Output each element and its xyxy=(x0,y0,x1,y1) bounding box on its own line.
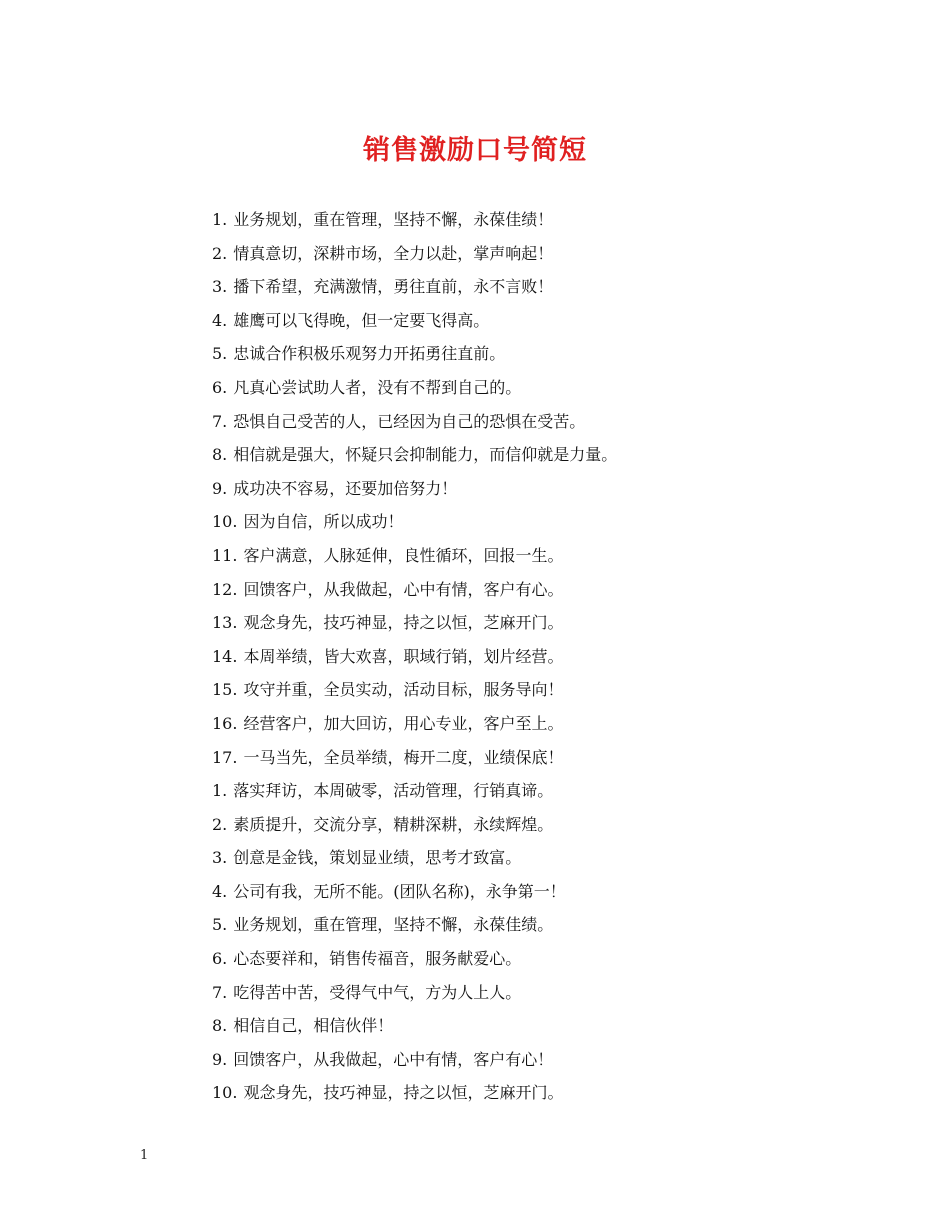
item-number: 4. xyxy=(212,881,228,901)
list-item xyxy=(212,711,617,745)
item-number: 3. xyxy=(212,848,228,868)
item-number: 2. xyxy=(212,814,228,834)
list-item xyxy=(212,375,617,409)
item-number: 13. xyxy=(212,613,238,633)
list-item xyxy=(212,879,617,913)
item-number: 11. xyxy=(212,545,238,565)
item-number: 10. xyxy=(212,1083,238,1103)
list-item xyxy=(212,644,617,678)
item-text: 成功决不容易，还要加倍努力！ xyxy=(233,478,458,498)
item-text: 公司有我，无所不能。(团队名称)，永争第一！ xyxy=(233,881,566,901)
list-item xyxy=(212,207,617,241)
item-text: 回馈客户，从我做起，心中有情，客户有心！ xyxy=(233,1049,554,1069)
item-number: 14. xyxy=(212,646,238,666)
item-number: 10. xyxy=(212,512,238,532)
list-item xyxy=(212,274,617,308)
item-number: 2. xyxy=(212,243,228,263)
list-item xyxy=(212,1080,617,1114)
item-text: 回馈客户，从我做起，心中有情，客户有心。 xyxy=(243,579,564,599)
list-item xyxy=(212,980,617,1014)
item-text: 相信就是强大，怀疑只会抑制能力，而信仰就是力量。 xyxy=(233,445,618,465)
list-item xyxy=(212,946,617,980)
item-text: 观念身先，技巧神显，持之以恒，芝麻开门。 xyxy=(243,613,564,633)
list-item xyxy=(212,341,617,375)
item-number: 17. xyxy=(212,747,238,767)
item-number: 7. xyxy=(212,411,228,431)
item-text: 一马当先，全员举绩，梅开二度，业绩保底！ xyxy=(243,747,564,767)
list-item xyxy=(212,577,617,611)
item-number: 12. xyxy=(212,579,238,599)
list-item xyxy=(212,610,617,644)
list-item xyxy=(212,409,617,443)
list-item xyxy=(212,509,617,543)
item-number: 1. xyxy=(212,781,228,801)
item-text: 情真意切，深耕市场，全力以赴，掌声响起！ xyxy=(233,243,554,263)
list-item xyxy=(212,442,617,476)
item-number: 1. xyxy=(212,210,228,229)
item-text: 业务规划，重在管理，坚持不懈，永葆佳绩。 xyxy=(233,915,554,935)
item-number: 16. xyxy=(212,713,238,733)
list-item xyxy=(212,476,617,510)
item-text: 因为自信，所以成功！ xyxy=(243,512,404,532)
item-text: 观念身先，技巧神显，持之以恒，芝麻开门。 xyxy=(243,1083,564,1103)
item-text: 相信自己，相信伙伴！ xyxy=(233,1016,394,1036)
list-item xyxy=(212,241,617,275)
item-text: 本周举绩，皆大欢喜，职域行销，划片经营。 xyxy=(243,646,564,666)
list-item xyxy=(212,778,617,812)
item-text: 落实拜访，本周破零，活动管理，行销真谛。 xyxy=(233,781,554,801)
item-number: 9. xyxy=(212,478,228,498)
list-item xyxy=(212,677,617,711)
item-text: 恐惧自己受苦的人，已经因为自己的恐惧在受苦。 xyxy=(233,411,586,431)
item-text: 雄鹰可以飞得晚，但一定要飞得高。 xyxy=(233,310,490,330)
list-item xyxy=(212,308,617,342)
list-item xyxy=(212,1013,617,1047)
item-number: 7. xyxy=(212,982,228,1002)
item-text: 心态要祥和，销售传福音，服务献爱心。 xyxy=(233,949,522,969)
item-text: 经营客户，加大回访，用心专业，客户至上。 xyxy=(243,713,564,733)
list-item xyxy=(212,912,617,946)
item-text: 吃得苦中苦，受得气中气，方为人上人。 xyxy=(233,982,522,1002)
item-text: 播下希望，充满激情，勇往直前，永不言败！ xyxy=(233,277,554,297)
item-number: 15. xyxy=(212,680,238,700)
item-text: 业务规划，重在管理，坚持不懈，永葆佳绩！ xyxy=(233,210,554,229)
item-number: 5. xyxy=(212,915,228,935)
list-item xyxy=(212,745,617,779)
item-text: 凡真心尝试助人者，没有不帮到自己的。 xyxy=(233,377,522,397)
item-text: 创意是金钱，策划显业绩，思考才致富。 xyxy=(233,848,522,868)
slogan-list xyxy=(212,207,617,1114)
document-title: 销售激励口号简短 xyxy=(363,135,587,166)
list-item xyxy=(212,812,617,846)
item-number: 5. xyxy=(212,344,228,364)
item-number: 6. xyxy=(212,377,228,397)
item-number: 6. xyxy=(212,949,228,969)
item-number: 8. xyxy=(212,445,228,465)
item-number: 3. xyxy=(212,277,228,297)
list-item xyxy=(212,543,617,577)
item-text: 忠诚合作积极乐观努力开拓勇往直前。 xyxy=(233,344,506,364)
item-text: 客户满意，人脉延伸，良性循环，回报一生。 xyxy=(243,545,564,565)
item-text: 攻守并重，全员实动，活动目标，服务导向！ xyxy=(243,680,564,700)
item-number: 9. xyxy=(212,1049,228,1069)
item-text: 素质提升，交流分享，精耕深耕，永续辉煌。 xyxy=(233,814,554,834)
list-item xyxy=(212,1047,617,1081)
list-item xyxy=(212,845,617,879)
page-number: 1 xyxy=(140,1148,149,1163)
item-number: 8. xyxy=(212,1016,228,1036)
item-number: 4. xyxy=(212,310,228,330)
